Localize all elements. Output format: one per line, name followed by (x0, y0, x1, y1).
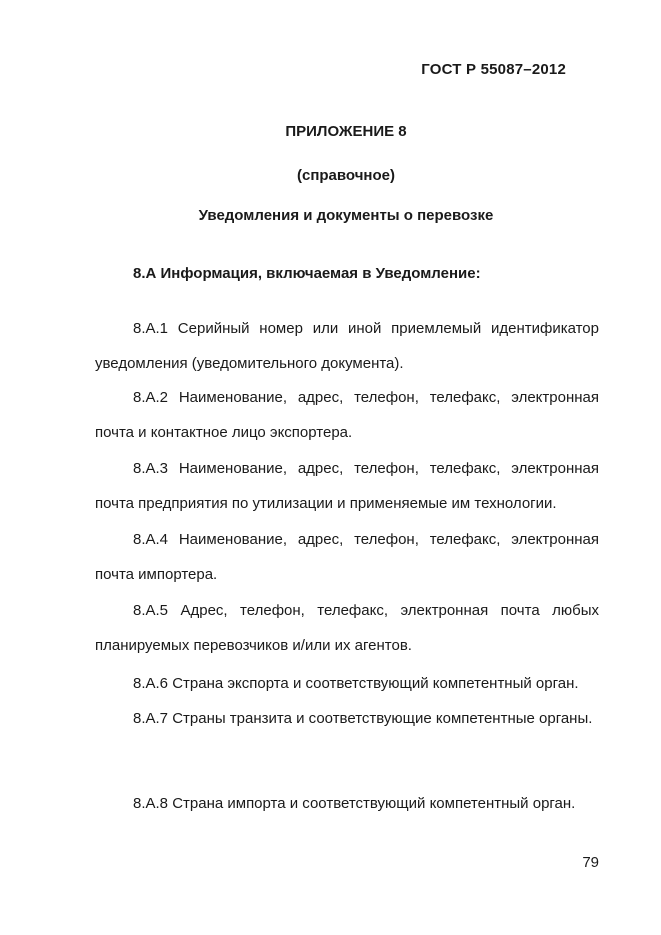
item-paragraph: 8.А.5 Адрес, телефон, телефакс, электронная почта любых планируемых перевозчиков и/или их агентов. (95, 602, 599, 654)
page-number: 79 (582, 854, 599, 871)
item-paragraph: 8.А.8 Страна импорта и соответствующий компетентный орган. (133, 795, 576, 812)
item-paragraph: 8.А.2 Наименование, адрес, телефон, телефакс, электронная почта и контактное лицо экспортера. (95, 389, 599, 441)
item-paragraph: 8.А.4 Наименование, адрес, телефон, телефакс, электронная почта импортера. (95, 531, 599, 583)
item-paragraph: 8.А.3 Наименование, адрес, телефон, телефакс, электронная почта предприятия по утилизации и применяемые им технологии. (95, 460, 599, 512)
appendix-title: ПРИЛОЖЕНИЕ 8 (285, 123, 407, 140)
appendix-type: (справочное) (297, 167, 395, 184)
item-paragraph: 8.А.6 Страна экспорта и соответствующий компетентный орган. (133, 675, 579, 692)
standard-code: ГОСТ Р 55087–2012 (421, 61, 566, 78)
item-paragraph: 8.А.1 Серийный номер или иной приемлемый идентификатор уведомления (уведомительного документа). (95, 320, 599, 372)
item-paragraph: 8.А.7 Страны транзита и соответствующие компетентные органы. (133, 710, 593, 727)
section-title: 8.А Информация, включаемая в Уведомление: (133, 265, 481, 282)
appendix-subject: Уведомления и документы о перевозке (198, 207, 494, 224)
